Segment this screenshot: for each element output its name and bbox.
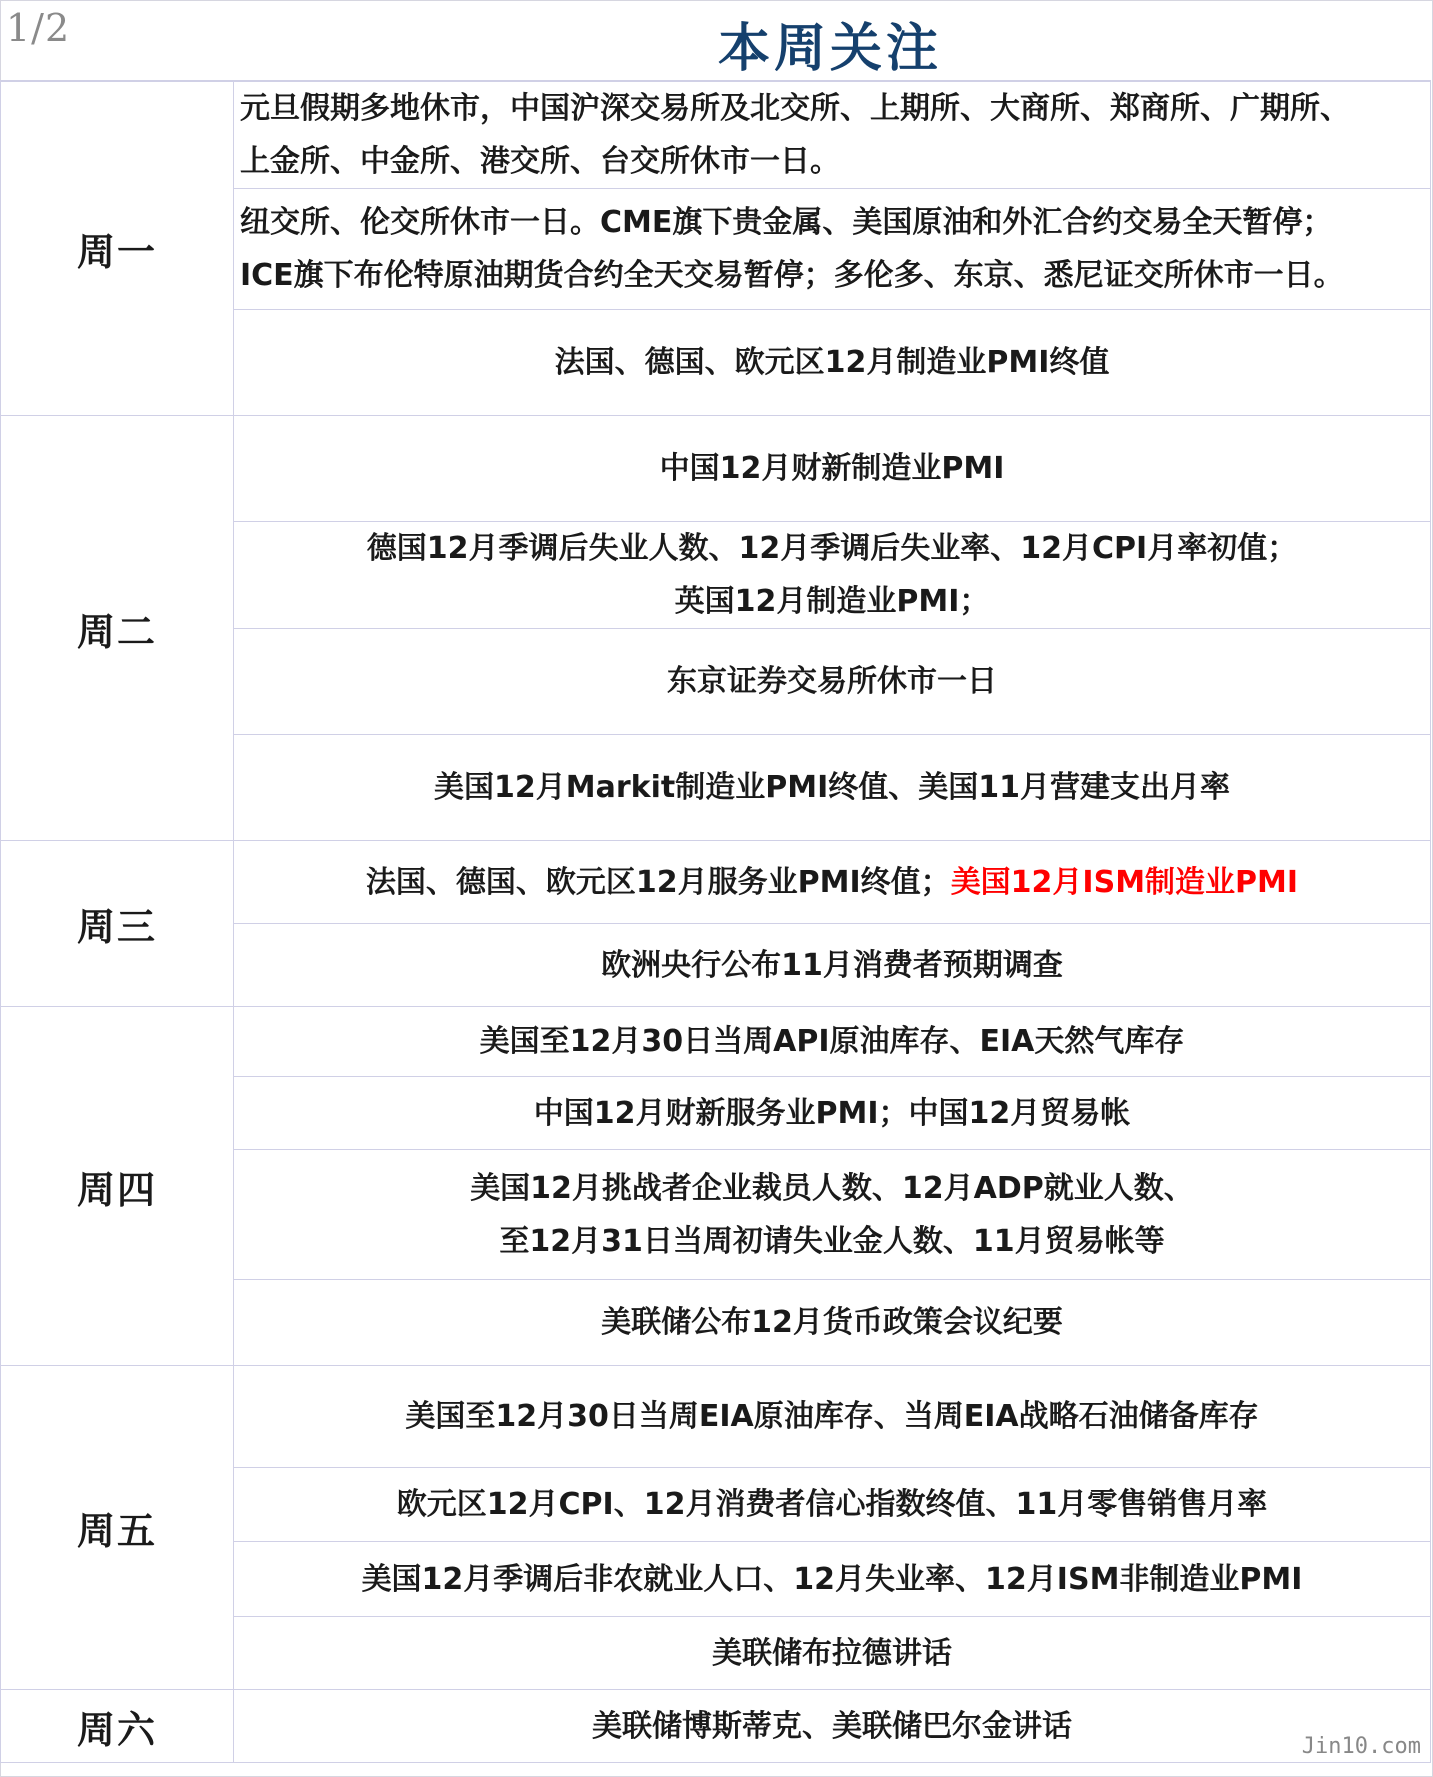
row-sat-1: [1, 1690, 1431, 1763]
event-line: 美国12月挑战者企业裁员人数、12月ADP就业人数、: [470, 1170, 1194, 1206]
row-mon-1: [1, 82, 1431, 189]
event-cell: [234, 82, 1431, 189]
event-cell: [234, 1690, 1431, 1763]
page-title: 本周关注: [717, 19, 942, 79]
day-label-mon: 周一: [1, 82, 234, 416]
event-cell: [234, 1007, 1431, 1077]
event-line: 纽交所、伦交所休市一日。CME旗下贵金属、美国原油和外汇合约交易全天暂停；: [240, 205, 1333, 240]
event-text-red: 美国12月ISM制造业PMI: [950, 864, 1299, 900]
page-number: 1/2: [6, 6, 71, 50]
row-tue-1: [1, 416, 1431, 522]
event-line: 元旦假期多地休市，中国沪深交易所及北交所、上期所、大商所、郑商所、广期所、: [240, 91, 1350, 126]
day-label-wed: 周三: [1, 841, 234, 1007]
event-line: ICE旗下布伦特原油期货合约全天交易暂停；多伦多、东京、悉尼证交所休市一日。: [240, 258, 1344, 293]
event-line: 德国12月季调后失业人数、12月季调后失业率、12月CPI月率初值；: [366, 531, 1298, 566]
event-cell: [234, 189, 1431, 310]
weekly-schedule-table: [0, 81, 1431, 1763]
row-fri-1: [1, 1366, 1431, 1468]
event-cell: [234, 310, 1431, 416]
event-line: 中国12月财新制造业PMI: [659, 451, 1005, 486]
event-line: 美联储布拉德讲话: [712, 1635, 952, 1671]
event-line: 至12月31日当周初请失业金人数、11月贸易帐等: [499, 1223, 1165, 1259]
header: [0, 0, 1431, 81]
event-line: 美国12月Markit制造业PMI终值、美国11月营建支出月率: [434, 770, 1230, 805]
watermark: Jin10.com: [1301, 1734, 1421, 1759]
event-cell: [234, 841, 1431, 924]
event-line: 中国12月财新服务业PMI；中国12月贸易帐: [533, 1095, 1131, 1131]
event-line: 欧元区12月CPI、12月消费者信心指数终值、11月零售销售月率: [396, 1487, 1268, 1522]
event-line: 美联储公布12月货币政策会议纪要: [601, 1305, 1063, 1340]
event-cell: [234, 1280, 1431, 1366]
day-label-tue: 周二: [1, 416, 234, 841]
event-line: [234, 856, 1430, 909]
event-line: 英国12月制造业PMI；: [674, 584, 990, 619]
event-cell: [234, 629, 1431, 735]
event-line: 东京证券交易所休市一日: [667, 664, 997, 699]
event-cell: [234, 522, 1431, 629]
row-wed-1: [1, 841, 1431, 924]
event-cell: [234, 735, 1431, 841]
event-line: 欧洲央行公布11月消费者预期调查: [601, 947, 1063, 983]
event-cell: [234, 1542, 1431, 1617]
row-thu-1: [1, 1007, 1431, 1077]
event-line: 上金所、中金所、港交所、台交所休市一日。: [240, 144, 840, 179]
day-label-thu: 周四: [1, 1007, 234, 1366]
event-text-black: 法国、德国、欧元区12月服务业PMI终值；: [365, 864, 951, 900]
event-cell: [234, 1617, 1431, 1690]
event-cell: [234, 1150, 1431, 1280]
event-line: 美国12月季调后非农就业人口、12月失业率、12月ISM非制造业PMI: [361, 1561, 1303, 1597]
day-label-fri: 周五: [1, 1366, 234, 1690]
event-line: 美国至12月30日当周EIA原油库存、当周EIA战略石油储备库存: [405, 1399, 1259, 1434]
event-cell: [234, 1077, 1431, 1150]
event-line: 美联储博斯蒂克、美联储巴尔金讲话: [592, 1708, 1072, 1744]
event-cell: [234, 416, 1431, 522]
event-cell: [234, 1468, 1431, 1542]
event-line: 法国、德国、欧元区12月制造业PMI终值: [554, 345, 1110, 380]
event-cell: [234, 924, 1431, 1007]
day-label-sat: 周六: [1, 1690, 234, 1763]
event-cell: [234, 1366, 1431, 1468]
event-line: 美国至12月30日当周API原油库存、EIA天然气库存: [479, 1024, 1185, 1059]
